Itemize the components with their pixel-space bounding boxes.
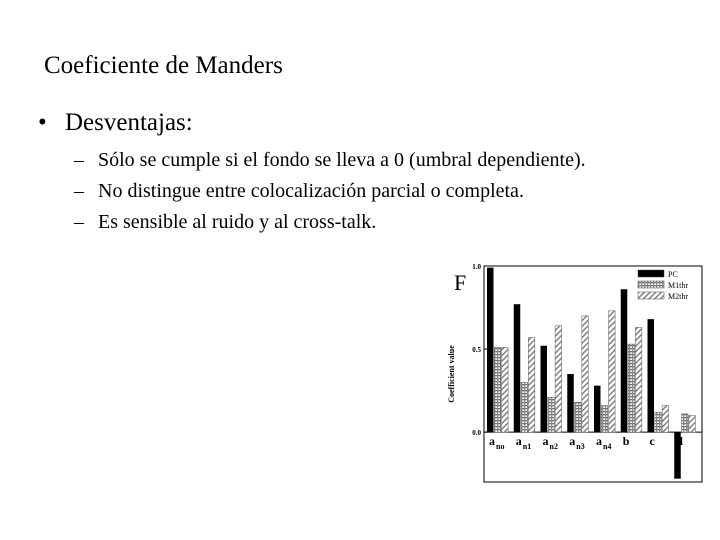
bar-pc [567,374,574,432]
bar-m2thr [689,416,696,433]
bar-pc [514,304,521,432]
y-tick-label: 0.5 [472,346,481,355]
category-label: a [569,434,576,449]
bar-pc [594,386,601,433]
sub-item-text: Sólo se cumple si el fondo se lleva a 0 (umbral dependiente). [98,149,586,171]
category-label: b [622,434,630,449]
sub-item [38,179,638,203]
category-label: a [515,434,522,449]
bar-m1thr [575,402,582,432]
legend-label: M2thr [668,292,688,301]
sub-item-text: Es sensible al ruido y al cross-talk. [98,211,377,233]
y-axis-label: Coefficient value [447,345,456,403]
legend-label: PC [668,270,678,279]
legend-swatch [638,281,664,288]
chart-title: F [454,270,467,295]
legend-swatch [638,292,664,299]
dash-marker: – [74,211,84,233]
bar-m2thr [662,406,669,433]
legend-label: M1thr [668,281,688,290]
bullet-dot: • [38,109,47,136]
category-sub-label: n2 [549,442,558,452]
bullet-item [38,108,638,138]
bullet-list [38,108,638,234]
bullet-text: Desventajas: [65,109,193,136]
category-label: c [649,434,655,449]
bar-m2thr [555,326,562,432]
bar-pc [648,319,655,432]
slide-title: Coeficiente de Manders [44,52,283,79]
legend-swatch [638,270,664,277]
category-sub-label: n4 [603,442,612,452]
sub-item-text: No distingue entre colocalización parcial o completa. [98,180,524,202]
bar-pc [621,289,628,432]
bar-m2thr [582,316,589,432]
bar-m2thr [502,347,509,432]
dash-marker: – [74,149,84,171]
bar-m2thr [528,337,535,432]
y-tick-label: 1.0 [472,263,481,271]
category-label: a [489,434,495,449]
bar-m1thr [655,412,662,432]
dash-marker: – [74,180,84,202]
bar-pc [487,268,494,432]
bar-m1thr [548,397,555,432]
sub-item [38,210,638,234]
bar-m1thr [601,406,608,433]
category-label: a [596,434,602,449]
category-sub-label: n3 [576,442,585,452]
sub-item [38,148,638,172]
category-label: d [676,434,683,449]
bar-m2thr [635,327,642,432]
coefficient-chart [440,258,708,488]
category-sub-label: n1 [522,442,532,452]
category-label: a [542,434,549,449]
y-tick-label: 0.0 [472,429,481,438]
bar-m1thr [521,382,528,432]
bar-pc [541,346,548,432]
category-sub-label: no [496,442,505,452]
bar-m1thr [494,347,501,432]
bar-m1thr [682,414,689,432]
bar-m1thr [628,344,635,432]
bar-m2thr [609,311,616,432]
